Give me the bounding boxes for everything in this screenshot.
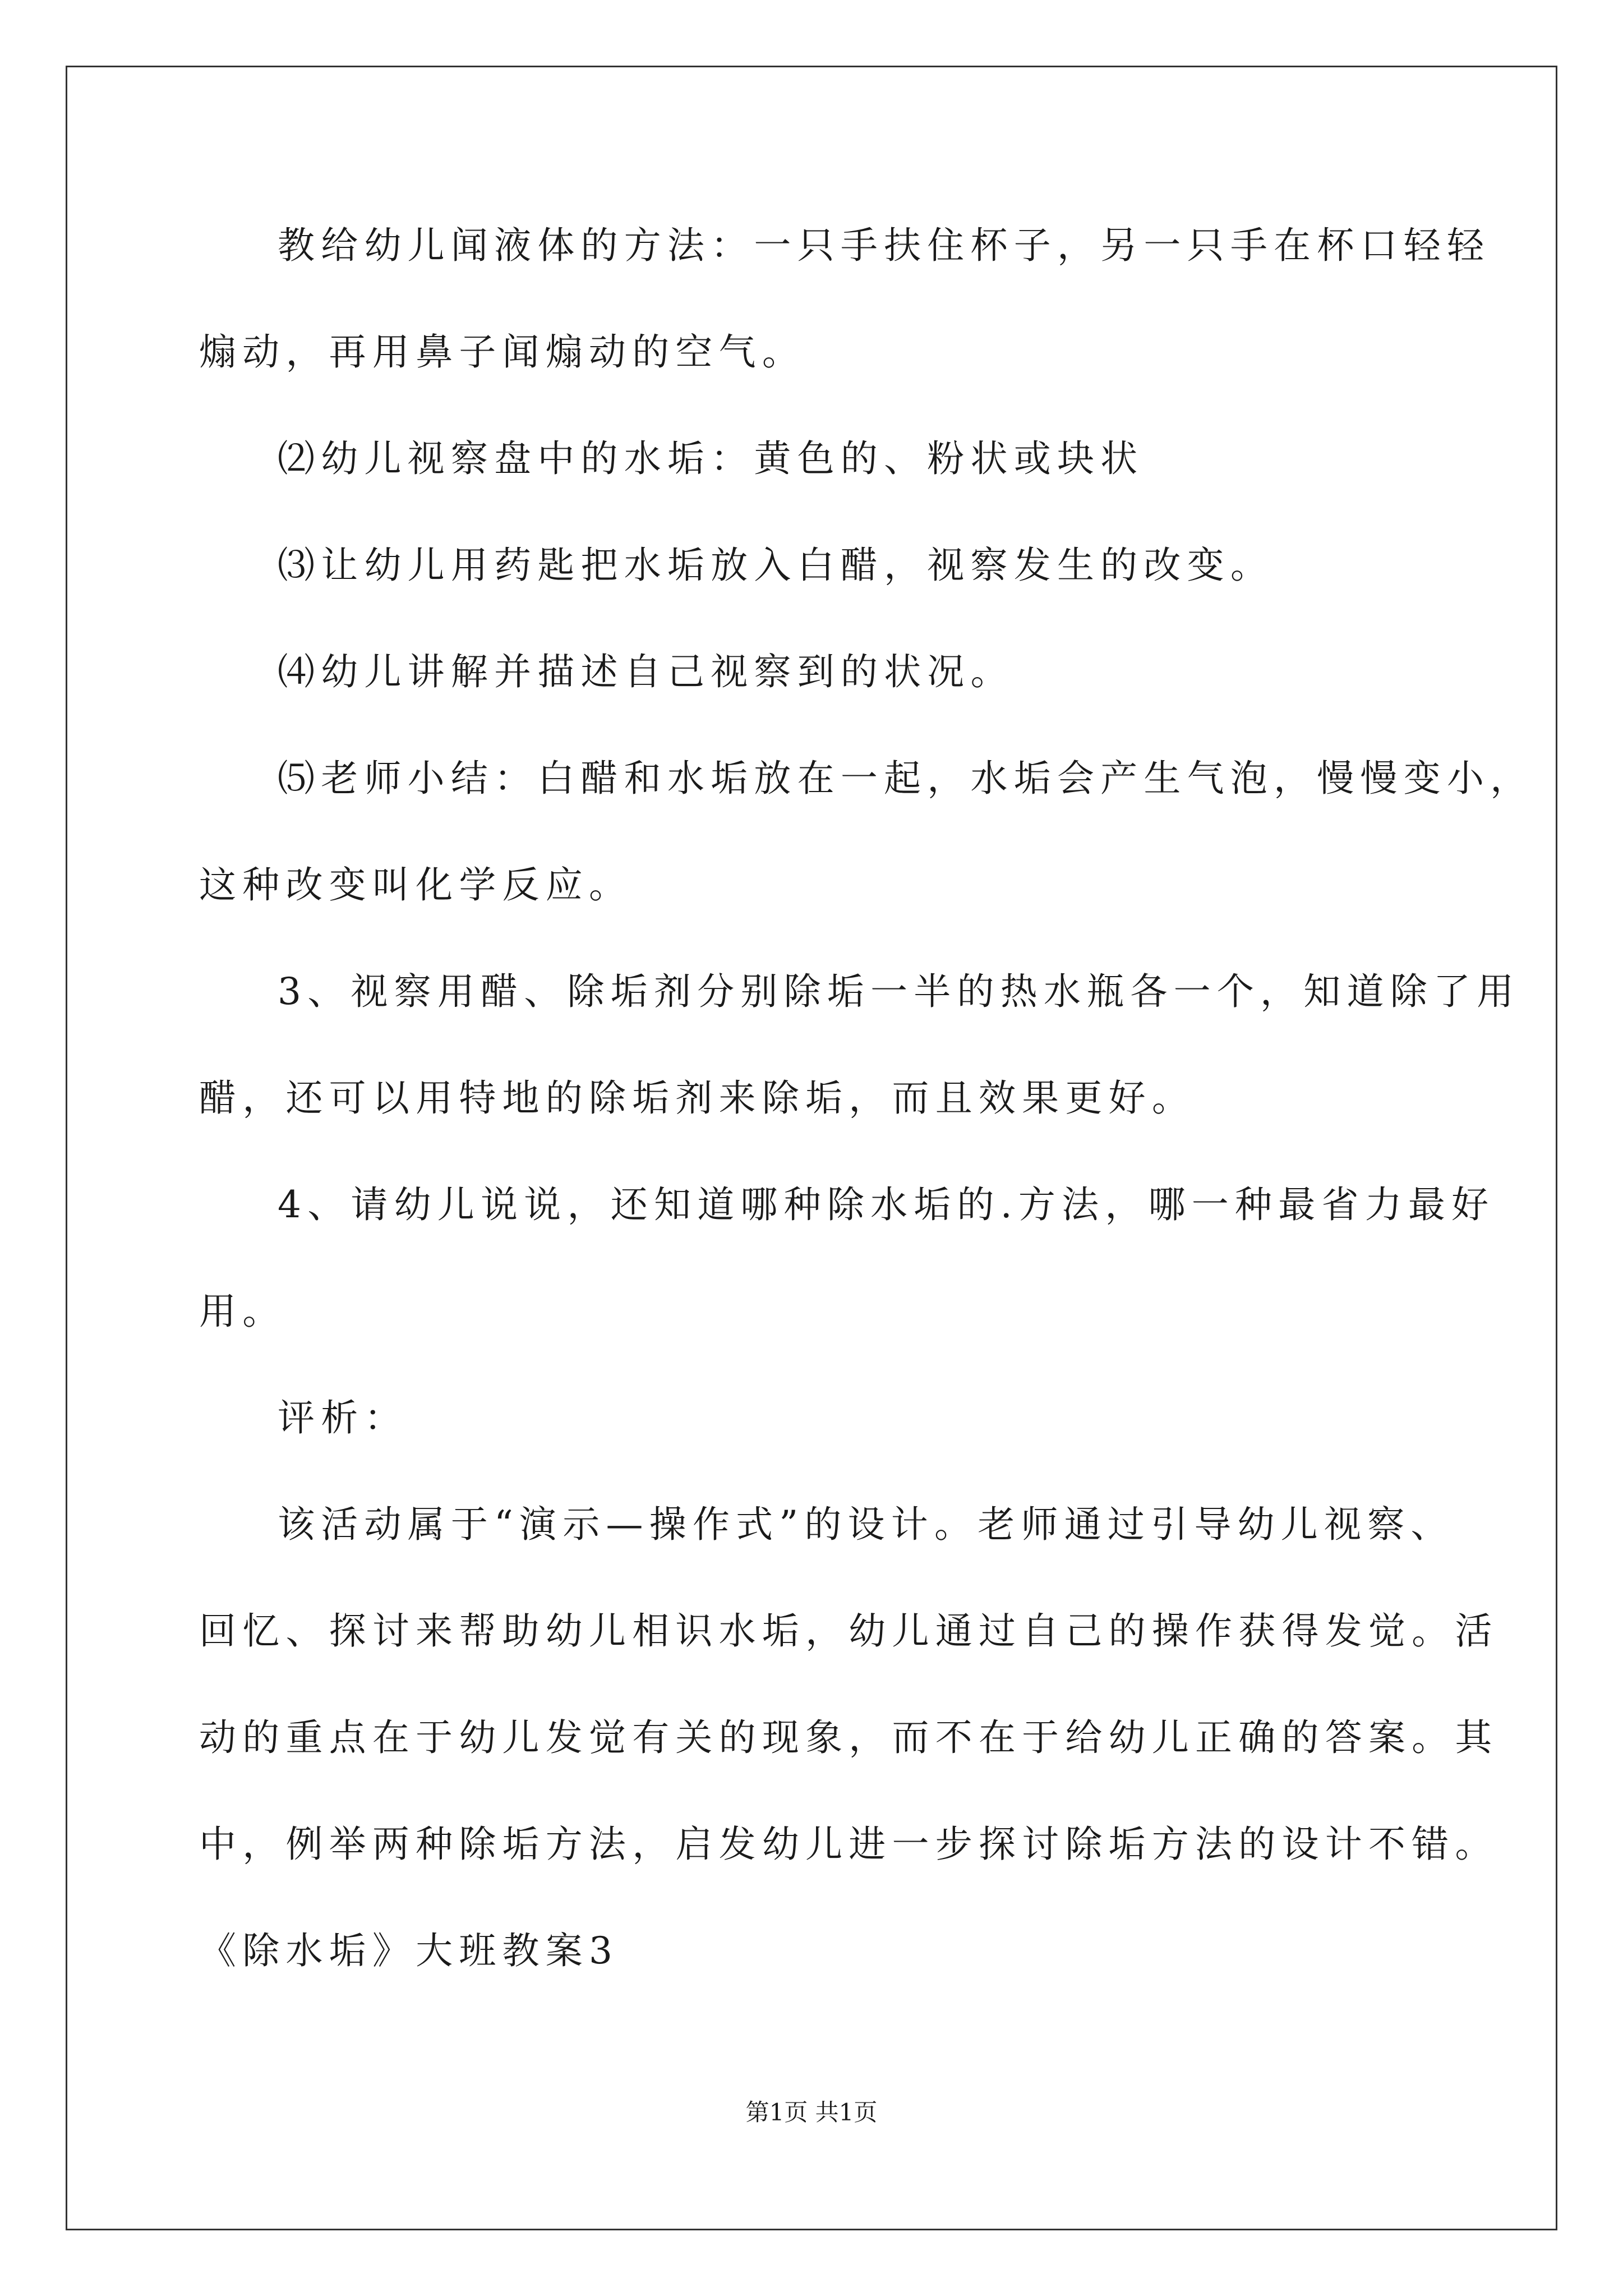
page-number-footer: 第1页 共1页 bbox=[745, 2099, 878, 2126]
paragraph-line: 中，例举两种除垢方法，启发幼儿进一步探讨除垢方法的设计不错。 bbox=[199, 1823, 1498, 1866]
paragraph-line: 煽动，再用鼻子闻煽动的空气。 bbox=[199, 330, 806, 374]
paragraph-line: 醋，还可以用特地的除垢剂来除垢，而且效果更好。 bbox=[199, 1076, 1196, 1120]
paragraph-line: ⑵幼儿视察盘中的水垢：黄色的、粉状或块状 bbox=[278, 437, 1144, 480]
paragraph-line: 该活动属于“演示—操作式”的设计。老师通过引导幼儿视察、 bbox=[278, 1503, 1454, 1546]
paragraph-line: 动的重点在于幼儿发觉有关的现象，而不在于给幼儿正确的答案。其 bbox=[199, 1716, 1498, 1759]
paragraph-line: 3、视察用醋、除垢剂分别除垢一半的热水瓶各一个，知道除了用 bbox=[278, 970, 1520, 1013]
section-heading: 《除水垢》大班教案3 bbox=[199, 1929, 619, 1972]
paragraph-line: 用。 bbox=[199, 1290, 286, 1333]
paragraph-line: 4、请幼儿说说，还知道哪种除水垢的.方法，哪一种最省力最好 bbox=[278, 1183, 1495, 1226]
paragraph-line: ⑶让幼儿用药匙把水垢放入白醋，视察发生的改变。 bbox=[278, 544, 1274, 587]
page-border bbox=[66, 66, 1557, 2230]
paragraph-line: 评析： bbox=[278, 1396, 408, 1439]
paragraph-line: 回忆、探讨来帮助幼儿相识水垢，幼儿通过自己的操作获得发觉。活 bbox=[199, 1609, 1498, 1653]
paragraph-line: 这种改变叫化学反应。 bbox=[199, 863, 633, 907]
paragraph-line: ⑷幼儿讲解并描述自己视察到的状况。 bbox=[278, 650, 1014, 693]
paragraph-line: 教给幼儿闻液体的方法：一只手扶住杯子，另一只手在杯口轻轻 bbox=[278, 224, 1491, 267]
paragraph-line: ⑸老师小结：白醋和水垢放在一起，水垢会产生气泡，慢慢变小， bbox=[278, 757, 1534, 800]
